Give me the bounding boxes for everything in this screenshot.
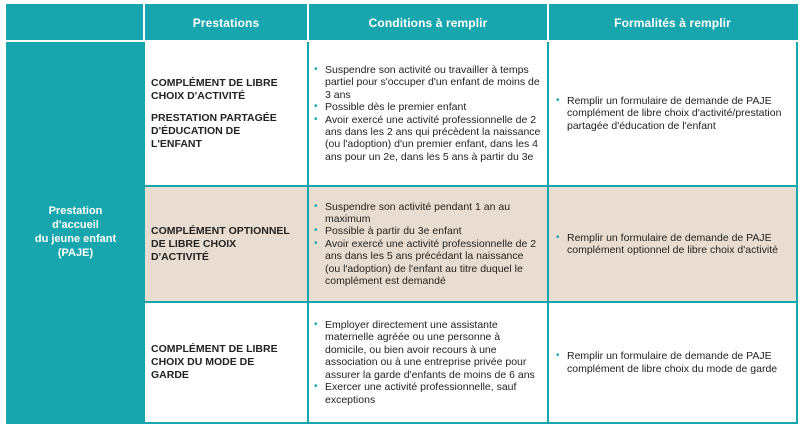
conditions-cell (308, 302, 548, 423)
benefit-name-cell (144, 302, 308, 423)
formalities-cell (548, 186, 797, 302)
bullet-icon: • (556, 231, 560, 243)
benefits-table-container (6, 4, 796, 424)
table-header-row (7, 5, 797, 41)
list-item (555, 232, 790, 257)
conditions-list (313, 64, 541, 163)
benefit-name: COMPLÉMENT DE LIBRE CHOIX D'ACTIVITÉ (151, 76, 278, 102)
condition-text: Possible à partir du 3e enfant (325, 225, 462, 238)
group-label-text: Prestation d'accueil du jeune enfant (PAJE) (34, 205, 117, 259)
conditions-cell (308, 186, 548, 302)
formality-text: Remplir un formulaire de demande de PAJE complément optionnel de libre choix d'activité (567, 231, 778, 256)
bullet-icon: • (314, 381, 318, 393)
benefit-name-cell (144, 186, 308, 302)
condition-text: Employer directement une assistante maternelle agréée ou une personne à domicile, ou bien avoir recours à une association ou à une entreprise privée pour assurer la garde d'enfants de moins de 6 ans (325, 319, 535, 381)
conditions-cell (308, 41, 548, 186)
formalities-list (555, 232, 790, 257)
condition-text: Suspendre son activité ou travailler à temps partiel pour s'occuper d'un enfant de moins de 3 ans (325, 63, 540, 101)
formalities-list (555, 350, 790, 375)
benefit-name: COMPLÉMENT OPTIONNEL DE LIBRE CHOIX D'ACTIVITÉ (151, 224, 290, 263)
condition-text: Exercer une activité professionnelle, sauf exceptions (325, 381, 517, 406)
bullet-icon: • (556, 350, 560, 362)
bullet-icon: • (314, 225, 318, 237)
list-item (555, 350, 790, 375)
bullet-icon: • (314, 113, 318, 125)
condition-text: Avoir exercé une activité professionnelle de 2 ans dans les 2 ans qui précèdent la naissance (ou l'adoption) d'un premier enfant, dans les 4 ans pour un 2e, dans les 5 ans à partir du 3e (325, 113, 541, 163)
list-item (555, 95, 790, 132)
condition-text: Avoir exercé une activité professionnelle de 2 ans dans les 5 ans précédant la naissance (ou l'adoption) de l'enfant au titre duquel le complément est demandé (325, 237, 537, 288)
conditions-list (313, 201, 541, 288)
formalities-cell (548, 41, 797, 186)
group-label-paje (7, 41, 144, 423)
list-item (313, 319, 541, 381)
bullet-icon: • (314, 63, 318, 75)
list-item (313, 64, 541, 101)
table-row (7, 41, 797, 186)
header-corner (7, 5, 144, 41)
bullet-icon: • (314, 319, 318, 331)
formalities-cell (548, 302, 797, 423)
header-formalites: Formalités à remplir (548, 5, 797, 41)
list-item (313, 201, 541, 226)
benefit-name: COMPLÉMENT DE LIBRE CHOIX DU MODE DE GARDE (151, 343, 278, 381)
benefit-name: PRESTATION PARTAGÉE D'ÉDUCATION DE L'ENFANT (151, 111, 277, 150)
condition-text: Possible dès le premier enfant (325, 101, 467, 114)
list-item (313, 101, 541, 113)
bullet-icon: • (556, 94, 560, 106)
formality-text: Remplir un formulaire de demande de PAJE complément de libre choix d'activité/prestation partagée d'éducation de l'enfant (567, 94, 782, 132)
list-item (313, 238, 541, 288)
bullet-icon: • (314, 237, 318, 249)
bullet-icon: • (314, 200, 318, 212)
header-prestations: Prestations (144, 5, 308, 41)
conditions-list (313, 319, 541, 406)
benefit-name-cell (144, 41, 308, 186)
list-item (313, 225, 541, 237)
condition-text: Suspendre son activité pendant 1 an au maximum (325, 200, 511, 225)
formalities-list (555, 95, 790, 132)
benefits-table (6, 4, 798, 424)
list-item (313, 114, 541, 164)
list-item (313, 381, 541, 406)
bullet-icon: • (314, 101, 318, 113)
formality-text: Remplir un formulaire de demande de PAJE complément de libre choix du mode de garde (567, 350, 778, 375)
header-conditions: Conditions à remplir (308, 5, 548, 41)
